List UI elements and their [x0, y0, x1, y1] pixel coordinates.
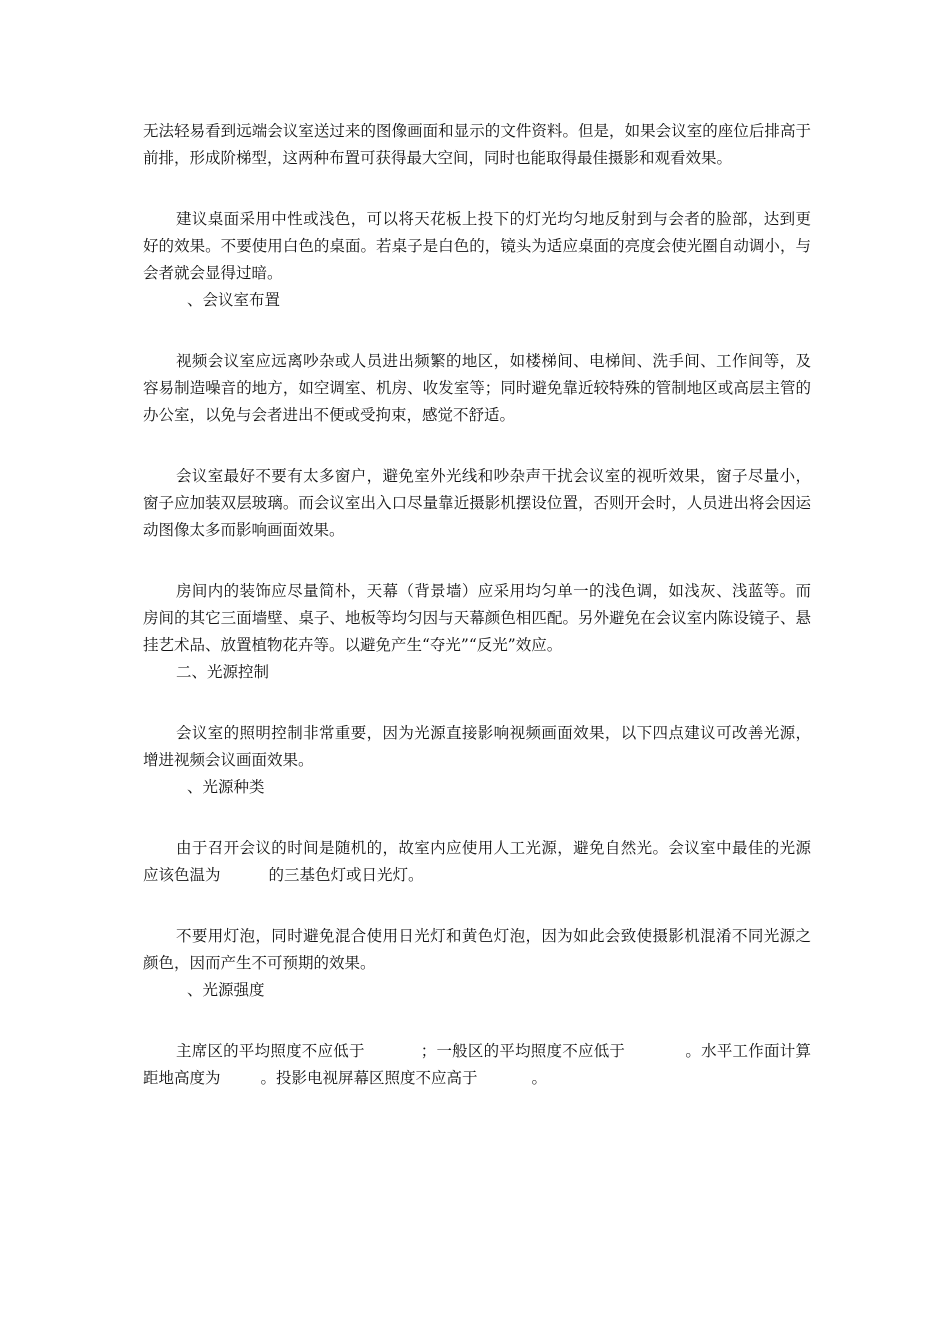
- paragraph-room-location: 视频会议室应远离吵杂或人员进出频繁的地区，如楼梯间、电梯间、洗手间、工作间等，及容易制造噪音的地方，如空调室、机房、收发室等；同时避免靠近较特殊的管制地区或高层主管的办公室，以免与会者进出不便或受拘束，感觉不舒适。: [143, 352, 811, 424]
- text-segment: 的三基色灯或日光灯。: [268, 866, 424, 884]
- paragraph-lighting-importance: 会议室的照明控制非常重要，因为光源直接影响视频画面效果，以下四点建议可改善光源，增进视频会议画面效果。: [143, 724, 811, 769]
- text-segment: 。: [531, 1069, 548, 1087]
- heading-light-intensity: 、光源强度: [187, 981, 265, 999]
- paragraph-bulb-warning: 不要用灯泡，同时避免混合使用日光灯和黄色灯泡，因为如此会致使摄影机混淆不同光源之颜色，因而产生不可预期的效果。: [143, 927, 811, 972]
- heading-light-type: 、光源种类: [187, 778, 265, 796]
- paragraph-desk-color: 建议桌面采用中性或浅色，可以将天花板上投下的灯光均匀地反射到与会者的脸部，达到更好的效果。不要使用白色的桌面。若桌子是白色的，镜头为适应桌面的亮度会使光圈自动调小，与会者就会显得过暗。: [143, 210, 811, 282]
- paragraph-decoration: 房间内的装饰应尽量简朴，天幕（背景墙）应采用均匀单一的浅色调，如浅灰、浅蓝等。而房间的其它三面墙壁、桌子、地板等均匀因与天幕颜色相匹配。另外避免在会议室内陈设镜子、悬挂艺术品、放置植物花卉等。以避免产生“夺光”“反光”效应。: [143, 582, 811, 654]
- heading-room-layout: 、会议室布置: [187, 291, 281, 309]
- paragraph-artificial-light: [143, 835, 811, 889]
- text-segment: ；一般区的平均照度不应低于: [420, 1042, 626, 1060]
- text-segment: 。水平工作面计算距地高度为: [143, 1042, 811, 1087]
- paragraph-seating: 无法轻易看到远端会议室送过来的图像画面和显示的文件资料。但是，如果会议室的座位后排高于前排，形成阶梯型，这两种布置可获得最大空间，同时也能取得最佳摄影和观看效果。: [143, 122, 811, 167]
- document-page: [143, 118, 811, 1092]
- text-segment: 主席区的平均照度不应低于: [176, 1042, 365, 1060]
- text-segment: 。投影电视屏幕区照度不应高于: [260, 1069, 478, 1087]
- heading-light-control: 二、光源控制: [176, 663, 270, 681]
- paragraph-illuminance: [143, 1038, 811, 1092]
- paragraph-windows: 会议室最好不要有太多窗户，避免室外光线和吵杂声干扰会议室的视听效果，窗子尽量小，窗子应加装双层玻璃。而会议室出入口尽量靠近摄影机摆设位置，否则开会时，人员进出将会因运动图像太多而影响画面效果。: [143, 467, 811, 539]
- text-segment: 由于召开会议的时间是随机的，故室内应使用人工光源，避免自然光。会议室中最佳的光源应该色温为: [143, 839, 811, 884]
